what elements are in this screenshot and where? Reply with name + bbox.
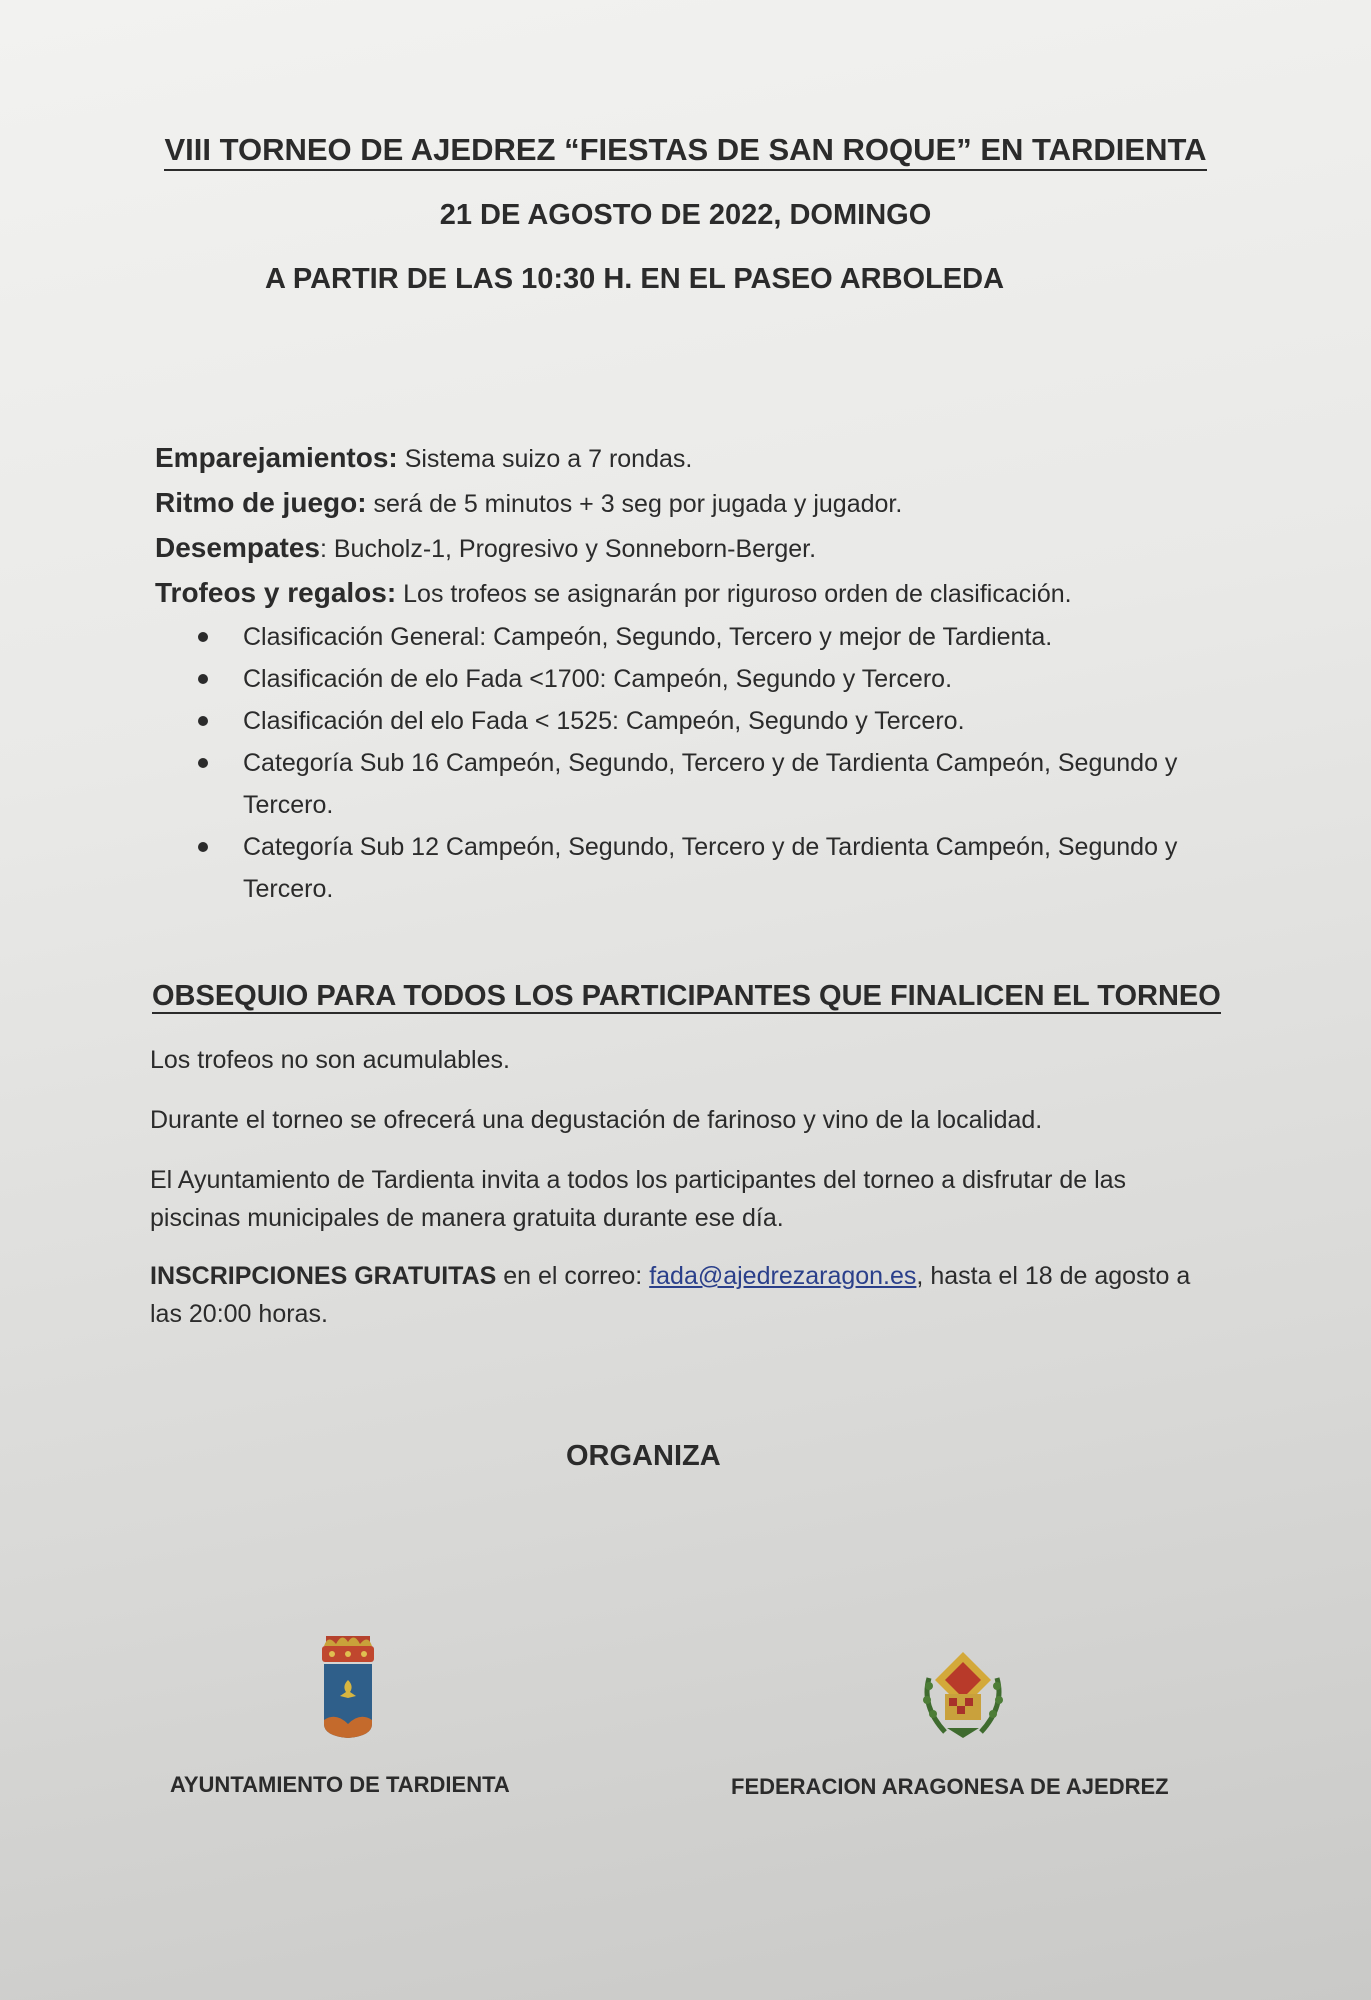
organiza-heading: ORGANIZA bbox=[566, 1440, 721, 1472]
pairings-line: Emparejamientos: Sistema suizo a 7 rondas. bbox=[155, 442, 693, 473]
list-item: Clasificación del elo Fada < 1525: Campeón, Segundo y Tercero. bbox=[195, 700, 1215, 742]
rhythm-line: Ritmo de juego: será de 5 minutos + 3 seg por jugada y jugador. bbox=[155, 487, 903, 518]
tournament-time-place: A PARTIR DE LAS 10:30 H. EN EL PASEO ARBOLEDA bbox=[264, 263, 1005, 295]
list-item: Categoría Sub 12 Campeón, Segundo, Tercero y de Tardienta Campeón, Segundo y Tercero. bbox=[195, 826, 1215, 910]
organizer-label: AYUNTAMIENTO DE TARDIENTA bbox=[170, 1772, 510, 1797]
not-cumulative-note: Los trofeos no son acumulables. bbox=[150, 1046, 510, 1074]
tournament-date: 21 DE AGOSTO DE 2022, DOMINGO bbox=[439, 199, 932, 231]
pools-note: El Ayuntamiento de Tardienta invita a todos los participantes del torneo a disfrutar de las piscinas municipales de manera gratuita durante ese día. bbox=[150, 1166, 1127, 1232]
registration-note: INSCRIPCIONES GRATUITAS en el correo: fada@ajedrezaragon.es, hasta el 18 de agosto a las 20:00 horas. bbox=[150, 1262, 1191, 1328]
chess-federation-shield-icon bbox=[915, 1648, 1011, 1749]
tiebreak-line: Desempates: Bucholz-1, Progresivo y Sonneborn-Berger. bbox=[155, 532, 817, 563]
tournament-title: VIII TORNEO DE AJEDREZ “FIESTAS DE SAN ROQUE” EN TARDIENTA bbox=[0, 132, 1371, 168]
tardienta-coat-of-arms-icon bbox=[316, 1632, 380, 1745]
list-item: Clasificación de elo Fada <1700: Campeón, Segundo y Tercero. bbox=[195, 658, 1215, 700]
trophy-list bbox=[195, 616, 1215, 910]
tasting-note: Durante el torneo se ofrecerá una degustación de farinoso y vino de la localidad. bbox=[150, 1106, 1043, 1134]
rules-section bbox=[155, 436, 1215, 910]
list-item: Categoría Sub 16 Campeón, Segundo, Tercero y de Tardienta Campeón, Segundo y Tercero. bbox=[195, 742, 1215, 826]
gift-heading: OBSEQUIO PARA TODOS LOS PARTICIPANTES QUE FINALICEN EL TORNEO bbox=[152, 980, 1221, 1012]
list-item: Clasificación General: Campeón, Segundo, Tercero y mejor de Tardienta. bbox=[195, 616, 1215, 658]
trophies-line: Trofeos y regalos: Los trofeos se asignarán por riguroso orden de clasificación. bbox=[155, 577, 1072, 608]
email-link[interactable]: fada@ajedrezaragon.es bbox=[649, 1262, 917, 1290]
organizer-label: FEDERACION ARAGONESA DE AJEDREZ bbox=[731, 1774, 1169, 1799]
